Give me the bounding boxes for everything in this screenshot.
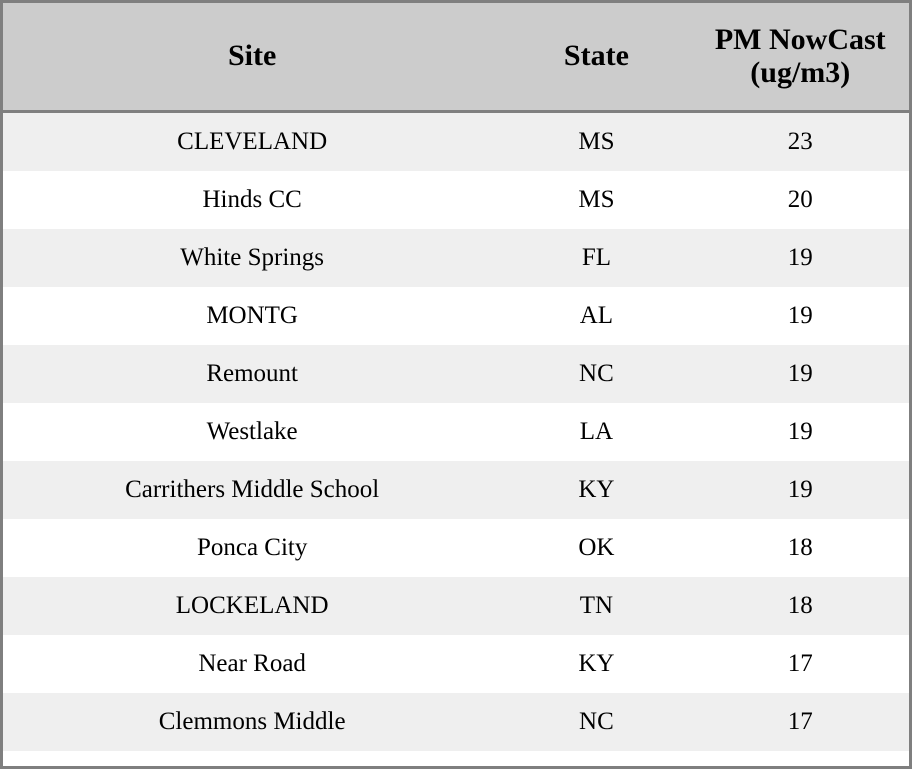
cell-state: MS [501, 111, 691, 171]
cell-pm-nowcast: 17 [692, 635, 909, 693]
table-row [3, 635, 909, 693]
air-quality-table [3, 3, 909, 751]
table-row [3, 693, 909, 751]
cell-site: Ponca City [3, 519, 501, 577]
cell-site: Near Road [3, 635, 501, 693]
cell-state: OK [501, 519, 691, 577]
table-row [3, 403, 909, 461]
table-row [3, 461, 909, 519]
cell-site: Remount [3, 345, 501, 403]
cell-pm-nowcast: 17 [692, 693, 909, 751]
table-row [3, 171, 909, 229]
table-header [3, 3, 909, 111]
cell-state: NC [501, 693, 691, 751]
cell-pm-nowcast: 23 [692, 111, 909, 171]
table-row [3, 229, 909, 287]
cell-pm-nowcast: 19 [692, 403, 909, 461]
table-row [3, 345, 909, 403]
cell-site: LOCKELAND [3, 577, 501, 635]
cell-pm-nowcast: 19 [692, 461, 909, 519]
cell-pm-nowcast: 19 [692, 287, 909, 345]
cell-state: KY [501, 461, 691, 519]
cell-state: AL [501, 287, 691, 345]
table-body [3, 111, 909, 751]
cell-state: LA [501, 403, 691, 461]
cell-pm-nowcast: 18 [692, 577, 909, 635]
cell-site: MONTG [3, 287, 501, 345]
table-row [3, 287, 909, 345]
column-header-pm-nowcast: PM NowCast (ug/m3) [692, 3, 909, 111]
cell-state: FL [501, 229, 691, 287]
cell-state: NC [501, 345, 691, 403]
table-row [3, 111, 909, 171]
table-row [3, 577, 909, 635]
cell-pm-nowcast: 20 [692, 171, 909, 229]
cell-site: Carrithers Middle School [3, 461, 501, 519]
column-header-state: State [501, 3, 691, 111]
cell-site: Hinds CC [3, 171, 501, 229]
column-header-site: Site [3, 3, 501, 111]
cell-pm-nowcast: 19 [692, 229, 909, 287]
cell-pm-nowcast: 19 [692, 345, 909, 403]
table-row [3, 519, 909, 577]
cell-site: Westlake [3, 403, 501, 461]
cell-site: Clemmons Middle [3, 693, 501, 751]
cell-state: MS [501, 171, 691, 229]
cell-site: White Springs [3, 229, 501, 287]
cell-pm-nowcast: 18 [692, 519, 909, 577]
table-header-row [3, 3, 909, 111]
cell-state: TN [501, 577, 691, 635]
cell-site: CLEVELAND [3, 111, 501, 171]
cell-state: KY [501, 635, 691, 693]
